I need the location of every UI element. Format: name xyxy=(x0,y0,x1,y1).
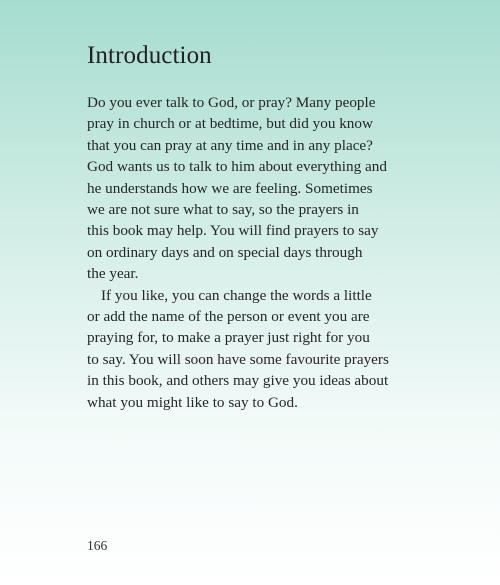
text-line: this book may help. You will find prayers to say xyxy=(87,222,379,240)
text-line: in this book, and others may give you ideas about xyxy=(87,372,389,390)
text-line: Do you ever talk to God, or pray? Many people xyxy=(87,94,376,111)
paragraph-1 xyxy=(87,92,447,285)
paragraph-2 xyxy=(87,285,447,413)
text-line: that you can pray at any time and in any place? xyxy=(87,136,373,154)
text-line: pray in church or at bedtime, but did you know xyxy=(87,115,373,133)
text-line: we are not sure what to say, so the prayers in xyxy=(87,201,359,219)
page-number: 166 xyxy=(87,538,108,553)
text-line: or add the name of the person or event you are xyxy=(87,308,370,326)
text-line: to say. You will soon have some favourite prayers xyxy=(87,350,389,368)
text-line: what you might like to say to God. xyxy=(87,393,298,411)
text-line: praying for, to make a prayer just right for you xyxy=(87,329,370,347)
text-line: on ordinary days and on special days through xyxy=(87,243,363,261)
text-line: If you like, you can change the words a little xyxy=(101,286,372,304)
text-line: he understands how we are feeling. Sometimes xyxy=(87,179,373,197)
body-text xyxy=(87,92,447,413)
text-line: the year. xyxy=(87,265,139,283)
page-title: Introduction xyxy=(87,42,212,69)
text-line: God wants us to talk to him about everything and xyxy=(87,158,387,176)
